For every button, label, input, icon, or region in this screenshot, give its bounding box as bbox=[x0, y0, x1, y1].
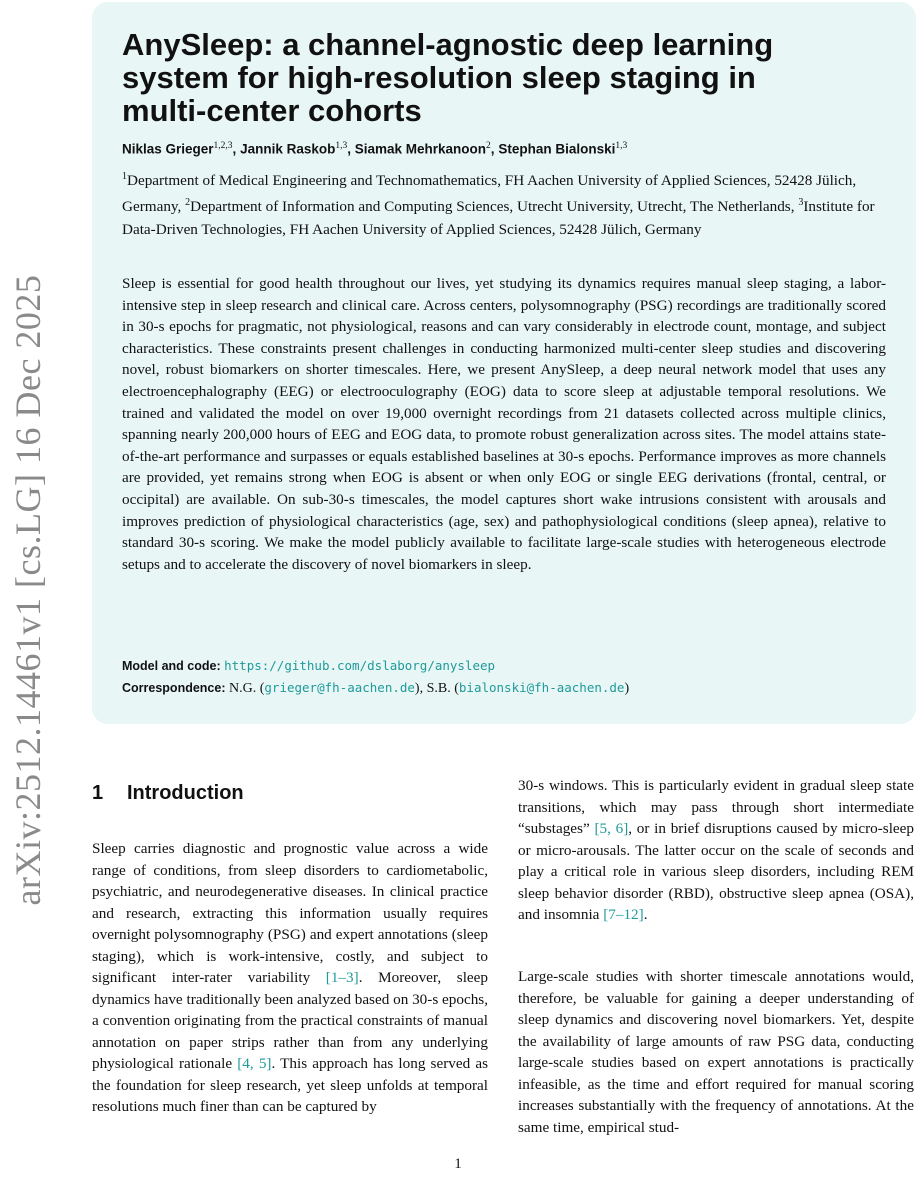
arxiv-sidebar-stamp bbox=[0, 270, 56, 910]
author-affiliation-mark: 1,3 bbox=[335, 141, 348, 151]
code-link[interactable]: https://github.com/dslaborg/anysleep bbox=[224, 658, 496, 673]
arxiv-identifier: arXiv:2512.14461v1 [cs.LG] 16 Dec 2025 bbox=[8, 274, 48, 906]
author-affiliation-mark: 2 bbox=[486, 141, 491, 151]
author-name: Jannik Raskob bbox=[240, 141, 336, 157]
page-number: 1 bbox=[454, 1156, 462, 1172]
correspondence-label: Correspondence: bbox=[122, 681, 226, 695]
paragraph-text: , or in brief disruptions caused by micro-sleep or micro-arousals. The latter occur on the scale of seconds and play a critical role in various sleep disorders, including REM sleep behavior disorder (RBD), obstructive sleep apnea (OSA), and insomnia bbox=[518, 820, 914, 923]
affiliation-number: 1 bbox=[122, 171, 127, 182]
code-availability bbox=[122, 656, 902, 677]
author-affiliation-mark: 1,3 bbox=[615, 141, 628, 151]
author-name: Siamak Mehrkanoon bbox=[354, 141, 487, 157]
paper-title: AnySleep: a channel-agnostic deep learning system for high-resolution sleep staging in multi-center cohorts bbox=[122, 27, 774, 128]
intro-right-paragraph-2: Large-scale studies with shorter timescale annotations would, therefore, be valuable for gaining a deeper understanding of sleep dynamics and discovering novel biomarkers. Yet, despite the availability of large amounts of raw PSG data, conducting large-scale studies based on expert annotations is practically infeasible, as the time and effort required for manual scoring increases substantially with the frequency of annotations. At the same time, empirical stud- bbox=[518, 968, 914, 1136]
citation-link[interactable]: [4, 5] bbox=[237, 1055, 272, 1072]
author-name: Stephan Bialonski bbox=[498, 141, 616, 157]
citation-link[interactable]: [5, 6] bbox=[594, 820, 629, 837]
affiliation-text: Department of Medical Engineering and Technomathematics, FH Aachen University of Applied Sciences, 52428 Jülich, Germany, bbox=[122, 172, 857, 216]
section-title: Introduction bbox=[127, 782, 244, 804]
author-affiliation-mark: 1,2,3 bbox=[213, 141, 233, 151]
section-number: 1 bbox=[92, 782, 104, 804]
paragraph-text: Sleep carries diagnostic and prognostic value across a wide range of conditions, from sleep disorders to cardiometabolic, psychiatric, and neurodegenerative diseases. In clinical practice and research, extracting this information usually requires overnight polysomnography (PSG) and expert annotations (sleep staging), which is work-intensive, costly, and subject to significant inter-rater variability bbox=[92, 840, 488, 986]
correspondence: Correspondence: N.G. (grieger@fh-aachen.de), S.B. (bialonski@fh-aachen.de) bbox=[122, 680, 630, 696]
author-name: Niklas Grieger bbox=[122, 141, 214, 157]
affiliation-number: 3 bbox=[798, 197, 804, 209]
citation-link[interactable]: [7–12] bbox=[603, 906, 644, 923]
intro-right-paragraph-1 bbox=[518, 775, 914, 926]
affiliation-number: 2 bbox=[185, 197, 191, 209]
author-list: Niklas Grieger$^{1,2,3}$, Jannik Raskob$^{1,3}$, Siamak Mehrkanoon$^2$, Stephan Bialonski$^{1,3}$ bbox=[122, 141, 628, 157]
email-link-grieger[interactable]: grieger@fh-aachen.de bbox=[264, 680, 415, 695]
abstract-text: Sleep is essential for good health throughout our lives, yet studying its dynamics requires manual sleep staging, a labor-intensive step in sleep research and clinical care. Across centers, polysomnography (PSG) recordings are traditionally scored in 30-s epochs for pragmatic, not physiological, reasons and can vary considerably in electrode count, montage, and subject characteristics. These constraints present challenges in conducting harmonized multi-center sleep studies and discovering novel, robust biomarkers on shorter timescales. Here, we present AnySleep, a deep neural network model that uses any electroencephalography (EEG) or electrooculography (EOG) data to score sleep at adjustable temporal resolutions. We trained and validated the model on over 19,000 overnight recordings from 21 datasets collected across multiple clinics, spanning nearly 200,000 hours of EEG and EOG data, to promote robust generalization across sites. The model attains state-of-the-art performance and surpasses or equals established baselines at 30-s epochs. Performance improves as more channels are provided, yet remains strong when EOG is absent or when only EOG or single EEG derivations (frontal, central, or occipital) are available. On sub-30-s timescales, the model captures short wake intrusions consistent with arousals and improves prediction of physiological characteristics (age, sex) and pathophysiological conditions (sleep apnea), relative to standard 30-s scoring. We make the model publicly available to facilitate large-scale studies with heterogeneous electrode setups and to accelerate the discovery of novel biomarkers in sleep. bbox=[122, 275, 886, 573]
paragraph-text: . Moreover, sleep dynamics have traditionally been analyzed based on 30-s epochs, a convention originating from the practical constraints of manual annotation on paper strips rather than from any underlying physiological rationale bbox=[92, 969, 489, 1072]
citation-link[interactable]: [1–3] bbox=[325, 969, 359, 986]
affiliation-text: Institute for Data-Driven Technologies, FH Aachen University of Applied Sciences, 52428 Jülich, Germany bbox=[122, 198, 875, 238]
section-heading bbox=[92, 780, 244, 806]
paragraph-text: . This approach has long served as the foundation for sleep research, yet sleep unfolds at temporal resolutions much finer than can be captured by bbox=[92, 1055, 488, 1115]
paragraph-text: . bbox=[643, 906, 648, 923]
email-link-bialonski[interactable]: bialonski@fh-aachen.de bbox=[458, 680, 625, 695]
correspondent-b: S.B. bbox=[426, 681, 451, 696]
paragraph-text: 30-s windows. This is particularly evident in gradual sleep state transitions, which may pass through short intermediate “substages” bbox=[518, 777, 914, 837]
correspondent-a: N.G. bbox=[229, 681, 257, 696]
affiliation-text: Department of Information and Computing Sciences, Utrecht University, Utrecht, The Netherlands, bbox=[190, 198, 795, 216]
code-label: Model and code: bbox=[122, 659, 221, 673]
intro-left-column bbox=[92, 838, 488, 1118]
affiliations bbox=[122, 166, 902, 241]
